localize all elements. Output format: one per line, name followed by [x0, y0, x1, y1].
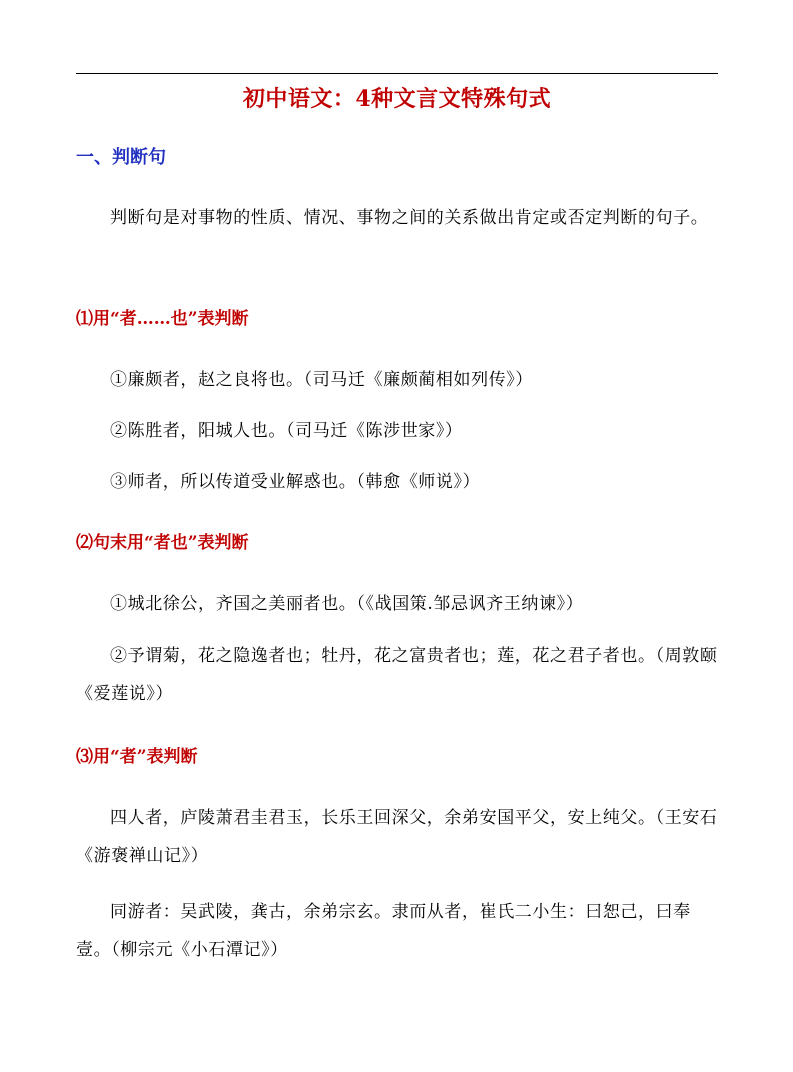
- example-1-3: ③师者，所以传道受业解惑也。（韩愈《师说》）: [110, 472, 481, 492]
- document-title: 初中语文：4种文言文特殊句式: [242, 86, 552, 112]
- example-3-2: 同游者：吴武陵，龚古，余弟宗玄。隶而从者，崔氏二小生：曰恕己，曰奉壹。（柳宗元《小石潭记》）: [76, 902, 691, 960]
- subheading-3: ⑶用“者”表判断: [76, 747, 198, 767]
- intro-paragraph: 判断句是对事物的性质、情况、事物之间的关系做出肯定或否定判断的句子。: [110, 208, 709, 228]
- subheading-1: ⑴用“者……也”表判断: [76, 309, 249, 329]
- header-rule: [76, 73, 718, 74]
- example-2-1: ①城北徐公，齐国之美丽者也。（《战国策.邹忌讽齐王纳谏》）: [110, 594, 584, 614]
- subheading-2: ⑵句末用“者也”表判断: [76, 533, 249, 553]
- example-1-1: ①廉颇者，赵之良将也。（司马迁《廉颇蔺相如列传》）: [110, 370, 533, 390]
- example-2-2: ②予谓菊，花之隐逸者也；牡丹，花之富贵者也；莲，花之君子者也。（周敦颐《爱莲说》）: [76, 646, 718, 704]
- section-heading-judgment: 一、判断句: [76, 147, 166, 168]
- example-1-2: ②陈胜者，阳城人也。（司马迁《陈涉世家》）: [110, 421, 463, 441]
- example-3-1: 四人者，庐陵萧君圭君玉，长乐王回深父，余弟安国平父，安上纯父。（王安石《游褒禅山记》）: [76, 808, 718, 866]
